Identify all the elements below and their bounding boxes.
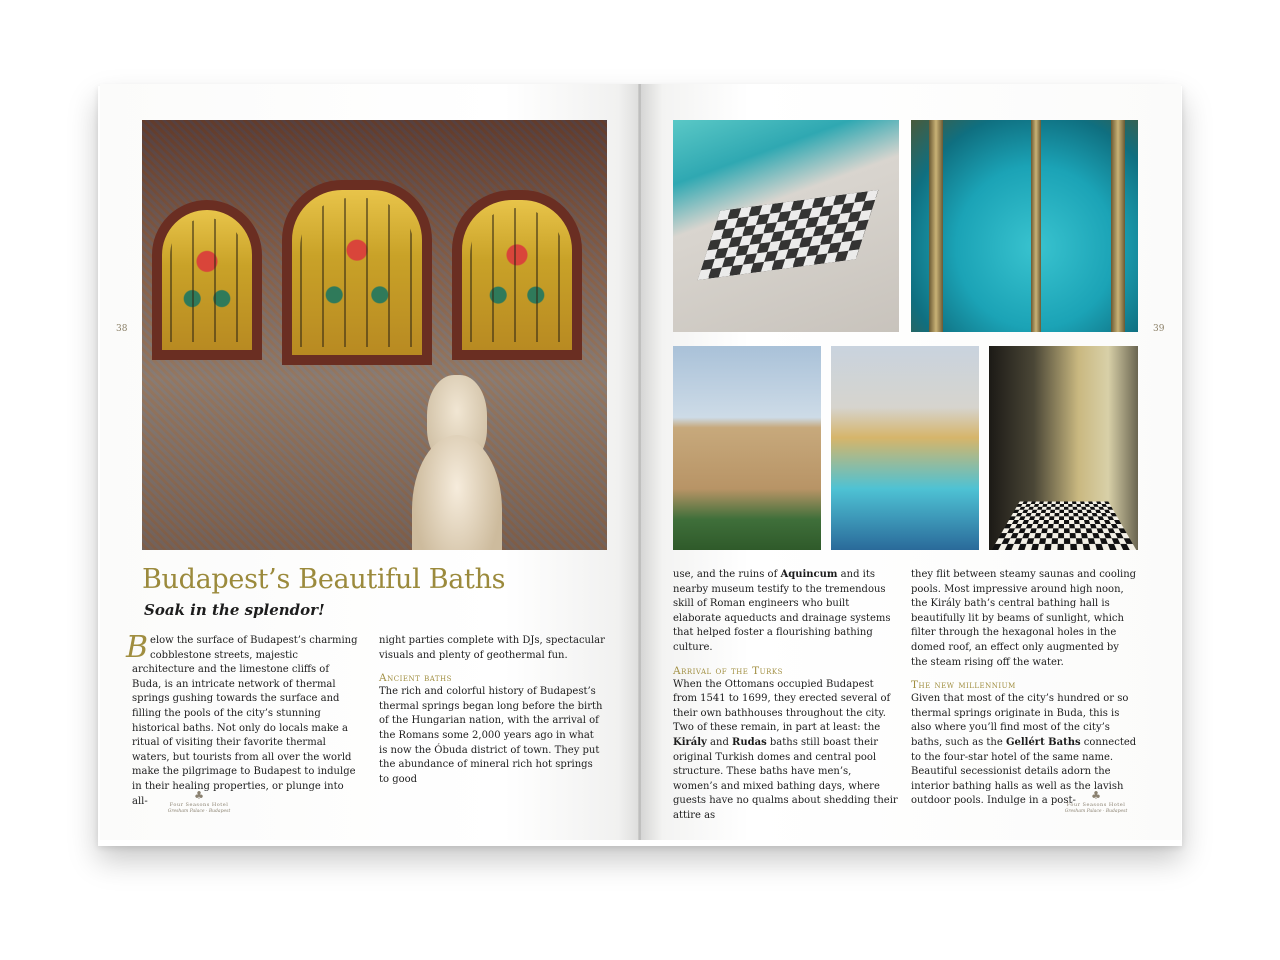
paragraph: The rich and colorful history of Budapest’s thermal springs began long before the birth of the Hungarian nation, with the arrival of the Romans some 2,000 years ago in what is now the Óbuda district of town. They put the abundance of mineral rich hot springs to good	[379, 686, 603, 785]
text-run: and	[706, 736, 733, 748]
article-subheadline: Soak in the splendor!	[144, 601, 325, 619]
text-run: and its nearby museum testify to the tremendous skill of Roman engineers who built elaborate aqueducts and drainage systems that helped foster a flourishing bathing culture.	[673, 569, 891, 653]
text-run: use, and the ruins of	[673, 569, 781, 580]
intro-paragraph	[126, 630, 358, 809]
text-column-4	[911, 568, 1137, 809]
hotel-logo-mark: ♣	[1091, 789, 1101, 802]
hotel-logo	[1061, 790, 1131, 814]
statue	[372, 375, 522, 550]
outdoor-pool-photo	[831, 346, 979, 550]
paragraph: night parties complete with DJs, spectacular visuals and plenty of geothermal fun.	[379, 635, 605, 661]
left-page	[100, 84, 640, 840]
paragraph: they flit between steamy saunas and cooling pools. Most impressive around high noon, the Király bath’s central bathing hall is beautifully lit by beams of sunlight, which filter through the hexagonal holes in the domed roof, an effect only augmented by the steam rising off the water.	[911, 569, 1137, 668]
text-run: connected to the four-star hotel of the same name. Beautiful secessionist details adorn the interior bathing halls as well as the lavish outdoor pools. Indulge in a post-	[911, 736, 1137, 807]
intro-text: elow the surface of Budapest’s charming cobblestone streets, majestic architecture and the limestone cliffs of Buda, is an intricate network of thermal springs gushing towards the surface and filling the pools of the city’s stunning historical baths. Not only do locals make a ritual of visiting their favorite thermal waters, but tourists from all over the world make the pilgrimage to Budapest to indulge in their healing properties, or plunge into all-	[132, 635, 358, 807]
chess-board-photo	[673, 120, 899, 332]
text-run: Given that most of the city’s hundred or so thermal springs originate in Buda, this is also where you’ll find most of the city’s baths, such as the	[911, 693, 1129, 748]
szechenyi-building-photo	[673, 346, 821, 550]
section-heading-ancient-baths: Ancient baths	[379, 672, 452, 685]
bold-term-gellert-baths: Gellért Baths	[1005, 736, 1081, 748]
section-heading-arrival-of-the-turks: Arrival of the Turks	[673, 664, 783, 677]
page-number: 38	[116, 324, 128, 334]
text-run: baths still boast their original Turkish domes and central pool structure. These baths have men’s, women’s and mixed bathing days, where guests have no qualms about shedding their attire as	[673, 736, 898, 821]
section-heading-the-new-millennium: The new millennium	[911, 679, 1016, 692]
paragraph	[673, 568, 899, 656]
article-headline: Budapest’s Beautiful Baths	[142, 564, 506, 595]
right-page	[641, 84, 1181, 840]
hotel-logo-script: Gresham Palace · Budapest	[1064, 809, 1128, 814]
paragraph	[673, 678, 899, 824]
hotel-logo-mark: ♣	[194, 789, 204, 802]
checkered-floor	[992, 501, 1137, 550]
hotel-logo-script: Gresham Palace · Budapest	[167, 809, 231, 814]
indoor-pool-photo	[911, 120, 1138, 332]
hotel-logo	[164, 790, 234, 814]
stained-glass-window	[452, 190, 582, 360]
chess-board	[698, 190, 879, 280]
bold-term-kiraly: Király	[673, 736, 707, 748]
text-column-3	[673, 568, 899, 824]
hotel-logo-name: Four Seasons Hotel	[169, 802, 229, 808]
stained-glass-statue-photo	[142, 120, 607, 550]
bold-term-rudas: Rudas	[732, 736, 767, 748]
text-run: When the Ottomans occupied Budapest from 1541 to 1699, they erected several of their own bathhouses throughout the city. Two of these remain, in part at least: the	[673, 678, 891, 734]
stained-glass-window	[152, 200, 262, 360]
corridor-photo	[989, 346, 1138, 550]
bold-term-aquincum: Aquincum	[780, 569, 838, 580]
stained-glass-window	[282, 180, 432, 365]
text-column-2	[379, 634, 605, 787]
hotel-logo-name: Four Seasons Hotel	[1066, 802, 1126, 808]
drop-cap: B	[126, 630, 149, 665]
page-number: 39	[1153, 324, 1165, 334]
text-column-1	[126, 630, 358, 809]
